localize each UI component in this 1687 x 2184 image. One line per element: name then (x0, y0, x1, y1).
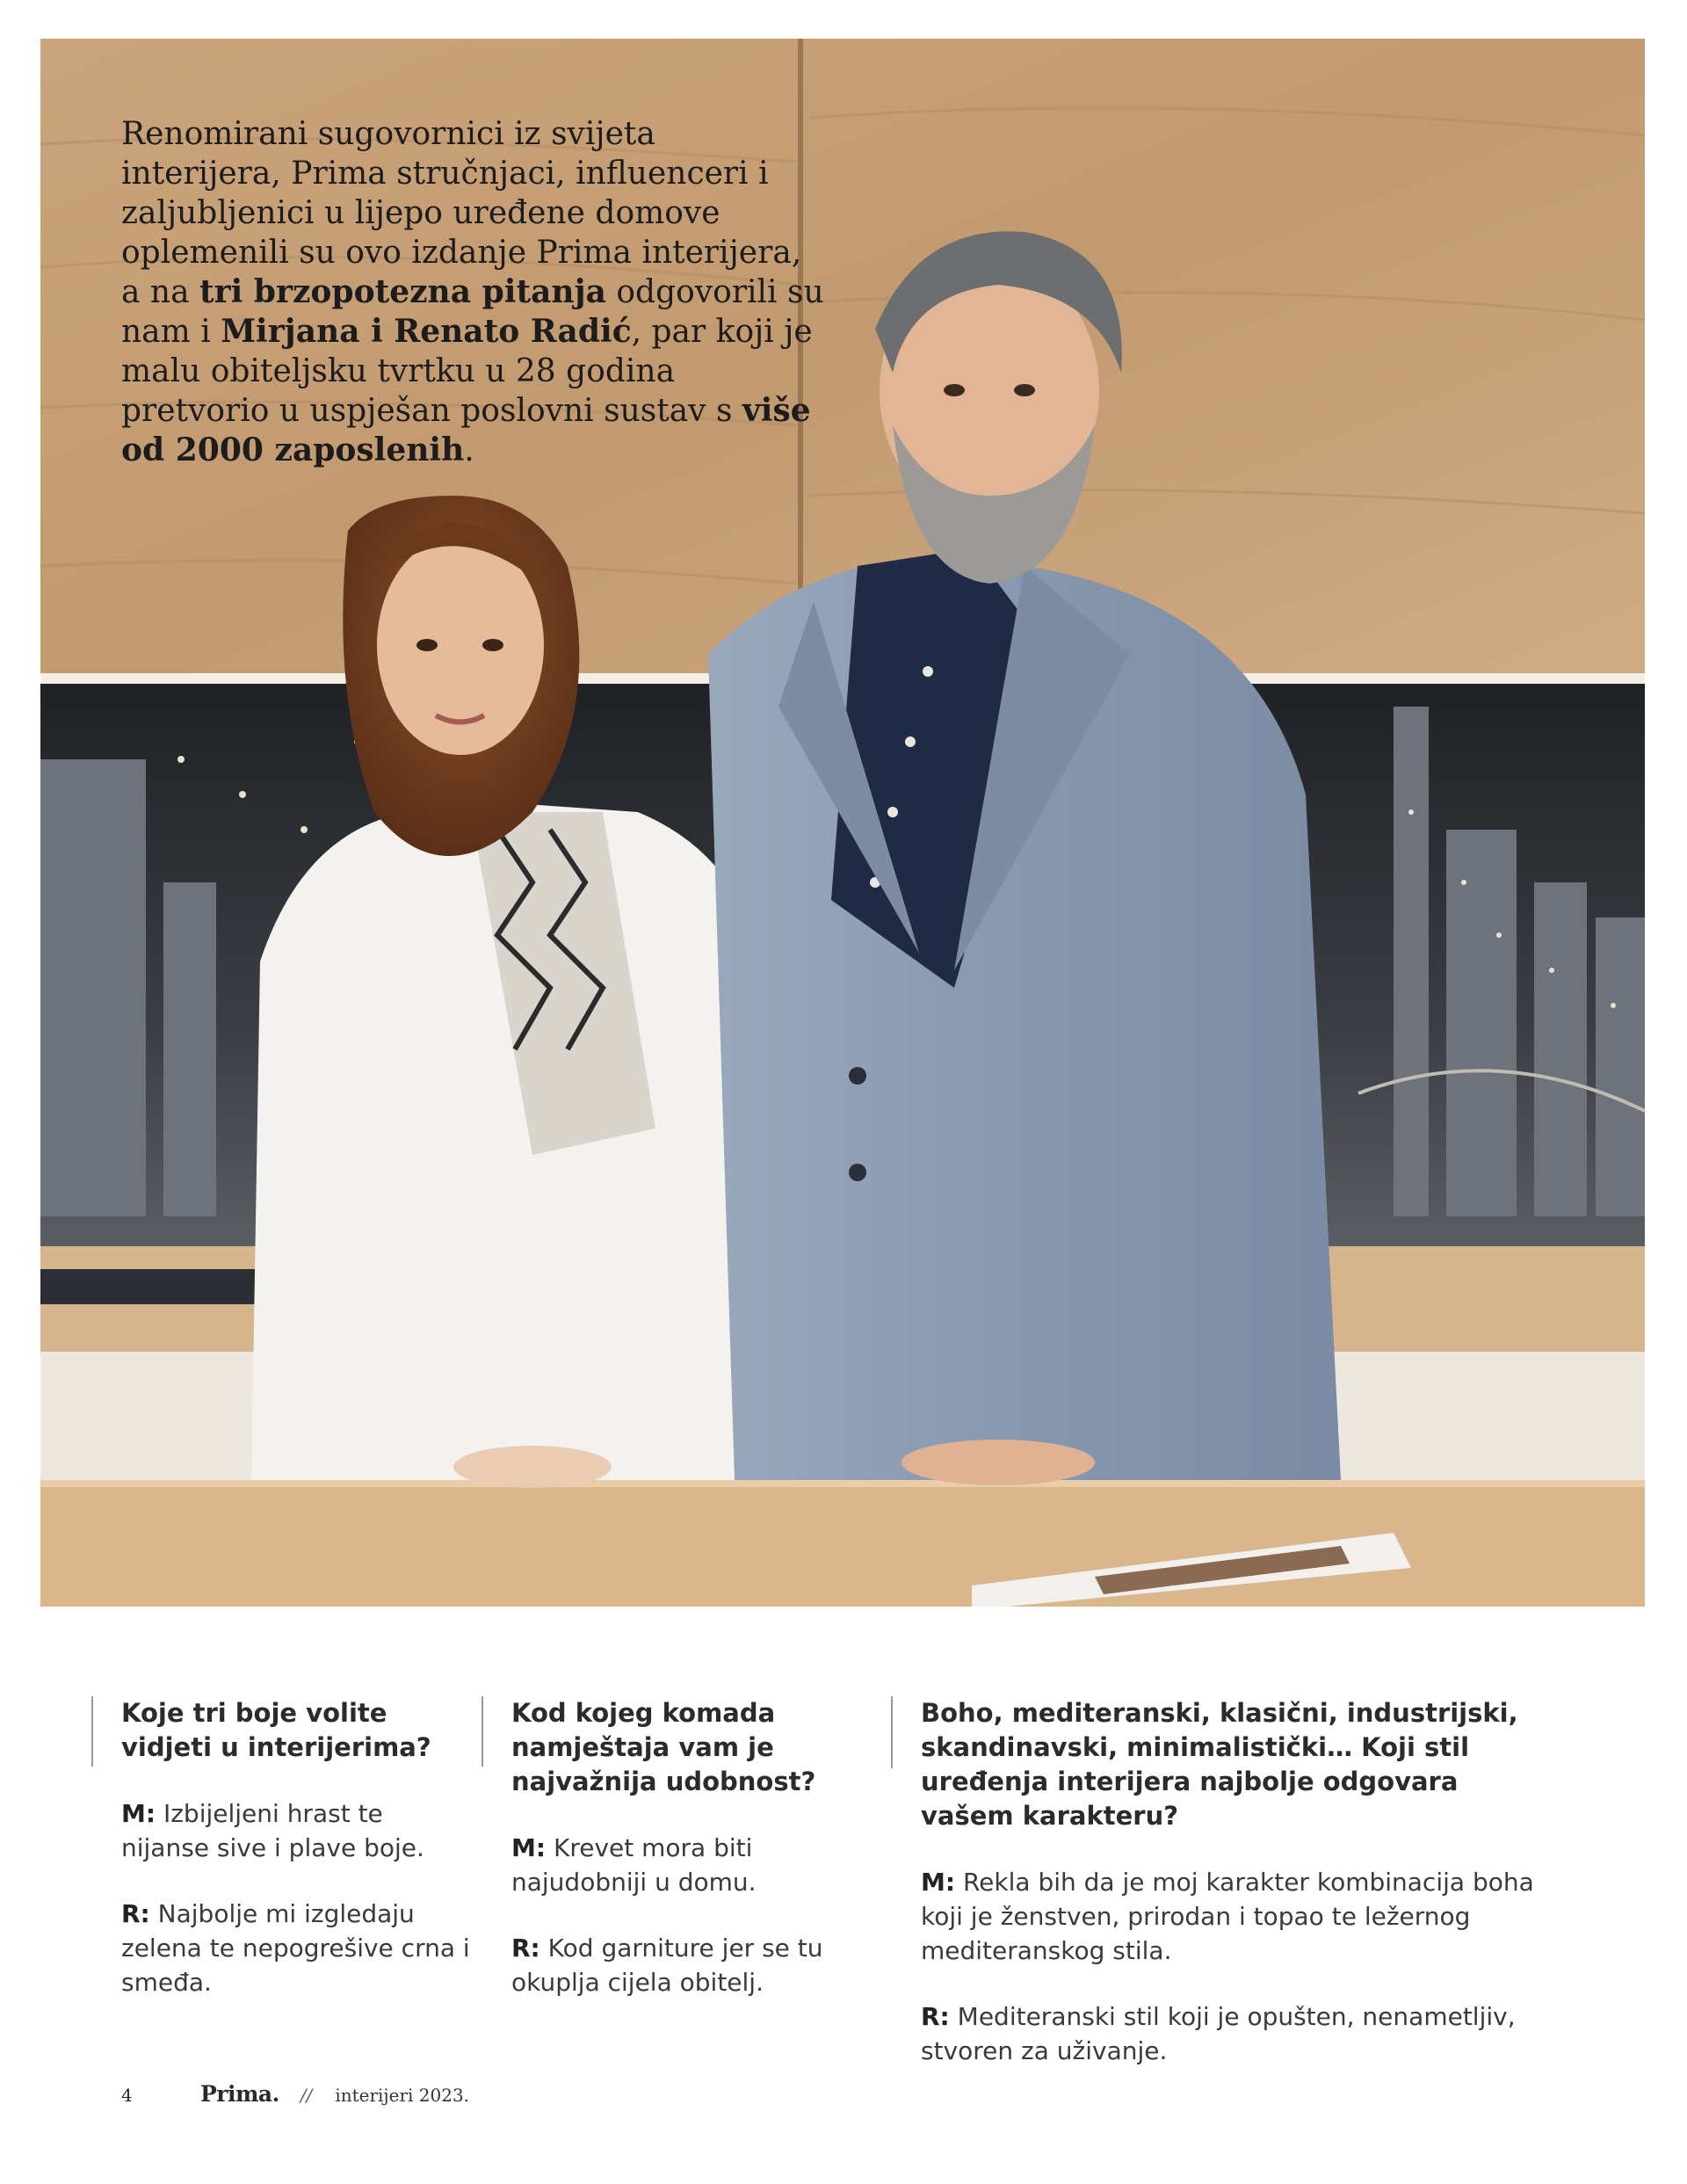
qa-column-3 (921, 1696, 1536, 2100)
question-3: Boho, mediteranski, klasični, industrijski, skandinavski, minimalistički… Koji stil uređenja interijera najbolje odgovara vašem karakteru? (921, 1698, 1518, 1831)
qa-column-1 (121, 1696, 473, 2031)
cover-photo (40, 39, 1645, 1607)
intro-text-4: . (464, 432, 474, 468)
answer-text: Rekla bih da je moj karakter kombinacija boha koji je ženstven, prirodan i topao te ležernog mediteranskog stila. (921, 1868, 1534, 1965)
answer-speaker: M: (121, 1799, 156, 1828)
intro-bold-1: tri brzopotezna pitanja (199, 273, 606, 310)
column-divider (91, 1696, 93, 1767)
answer-speaker: R: (121, 1899, 150, 1928)
answer-text: Mediteranski stil koji je opušten, nenametljiv, stvoren za uživanje. (921, 2002, 1516, 2065)
answer-r (511, 1931, 880, 1999)
intro-paragraph (121, 114, 824, 470)
answer-speaker: M: (921, 1868, 956, 1897)
answer-m (511, 1831, 880, 1899)
intro-bold-3: više od 2000 zaposlenih (121, 392, 811, 468)
issue-label: interijeri 2023. (335, 2085, 470, 2106)
intro-text-3: , par koji je malu obiteljsku tvrtku u 28 godina pretvorio u uspješan poslovni sustav s (121, 314, 813, 429)
answer-r (121, 1897, 473, 1999)
page-number: 4 (121, 2085, 133, 2106)
question-2: Kod kojeg komada namještaja vam je najvažnija udobnost? (511, 1698, 816, 1796)
intro-bold-2: Mirjana i Renato Radić (221, 313, 632, 350)
question-1: Koje tri boje volite vidjeti u interijerima? (121, 1698, 431, 1762)
answer-text: Izbijeljeni hrast te nijanse sive i plave boje. (121, 1799, 424, 1862)
qa-column-2 (511, 1696, 880, 2031)
answer-text: Krevet mora biti najudobniji u domu. (511, 1833, 757, 1897)
answer-speaker: R: (921, 2002, 950, 2031)
intro-text-1: Renomirani sugovornici iz svijeta interijera, Prima stručnjaci, influenceri i zaljubljenici u lijepo uređene domove oplemenili su ovo izdanje Prima interijera, a na (121, 116, 802, 310)
answer-r (921, 1999, 1536, 2068)
countertop (40, 1480, 1645, 1607)
footer-separator: // (300, 2085, 313, 2106)
answer-m (121, 1796, 473, 1865)
answer-speaker: M: (511, 1833, 547, 1862)
intro-text-2: odgovorili su nam i (121, 274, 824, 350)
column-divider (481, 1696, 483, 1767)
answer-speaker: R: (511, 1934, 540, 1963)
column-divider (891, 1696, 893, 1768)
answer-text: Kod garniture jer se tu okuplja cijela obitelj. (511, 1934, 823, 1997)
page-footer (121, 2081, 469, 2107)
answer-m (921, 1865, 1536, 1968)
brand-logo: Prima. (200, 2081, 279, 2107)
answer-text: Najbolje mi izgledaju zelena te nepogrešive crna i smeđa. (121, 1899, 470, 1997)
